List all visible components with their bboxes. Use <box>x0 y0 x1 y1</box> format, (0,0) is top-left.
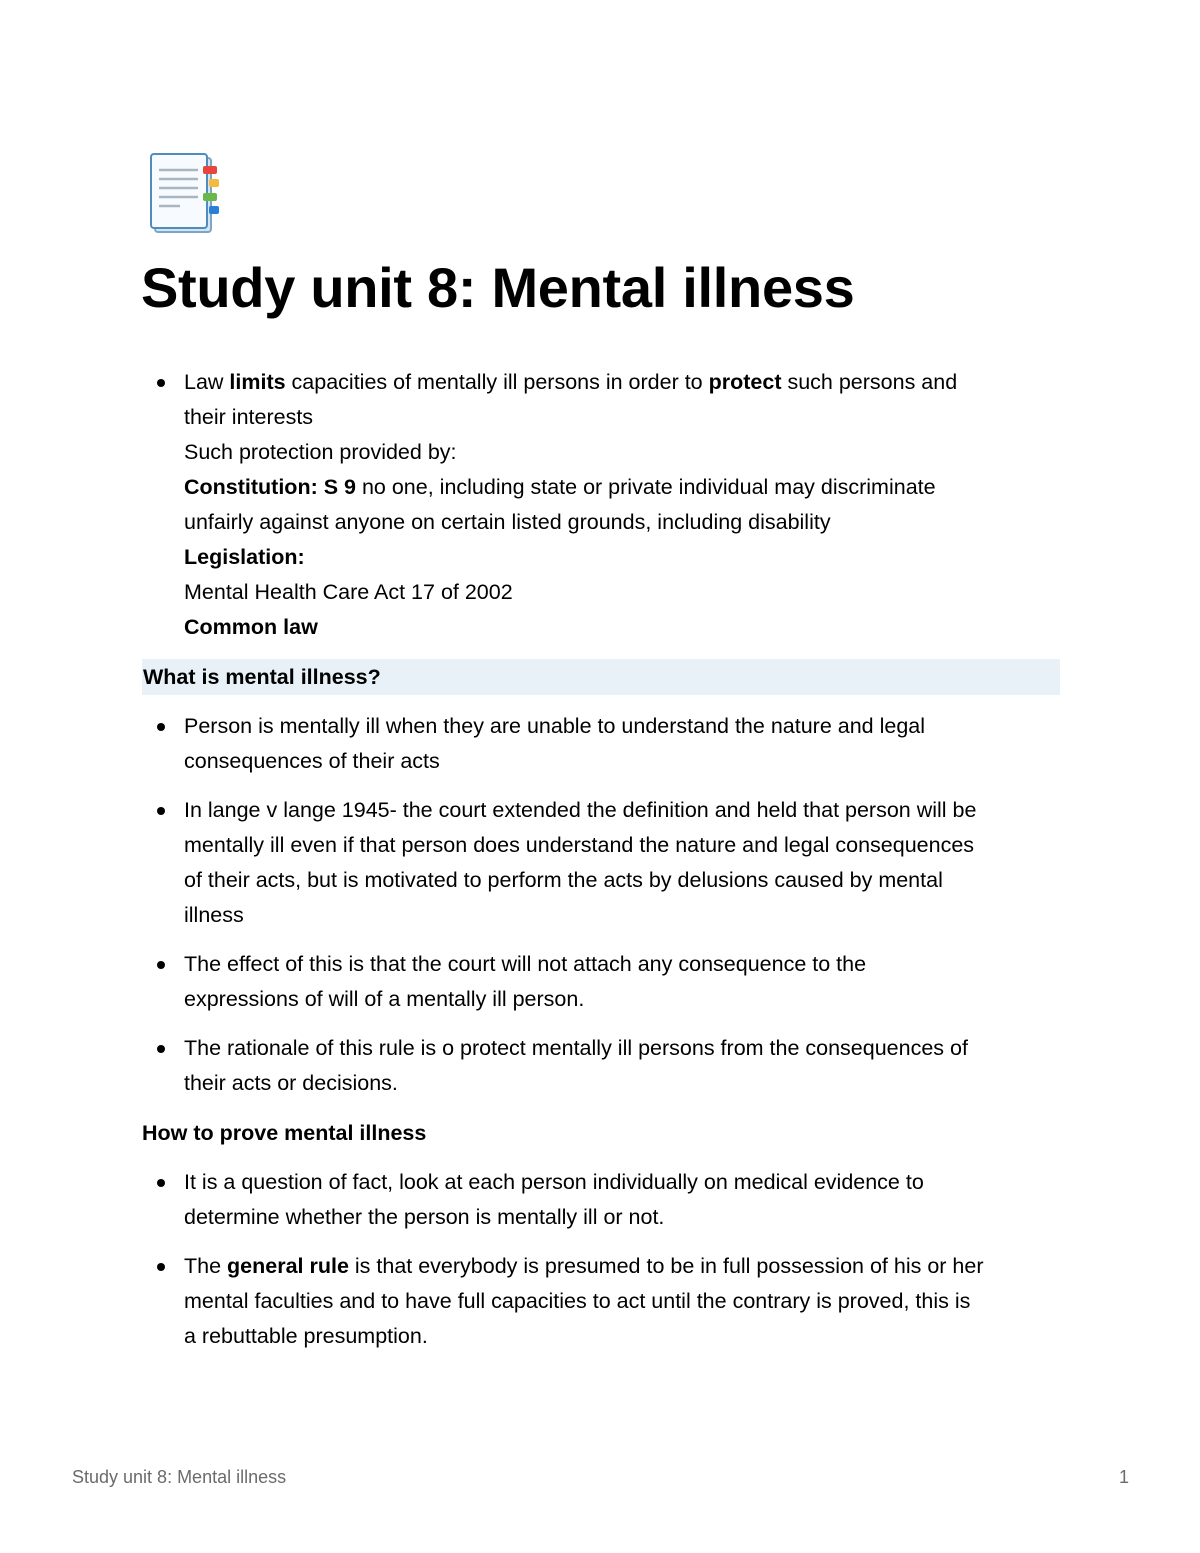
list-item: The effect of this is that the court will not attach any consequence to the expressions of will of a mentally ill person. <box>142 947 1060 1017</box>
list-item: Person is mentally ill when they are unable to understand the nature and legal consequences of their acts <box>142 709 1060 779</box>
list-item <box>142 365 1060 645</box>
bold-limits: limits <box>229 370 286 394</box>
section-heading-what-is-mental-illness: What is mental illness? <box>142 659 1060 695</box>
notebook-with-tabs-icon <box>150 152 222 236</box>
bold-general-rule: general rule <box>227 1254 349 1278</box>
intro-line-4: Constitution: S 9 no one, including state or private individual may discriminate <box>184 475 936 499</box>
bold-constitution: Constitution: S 9 <box>184 475 356 499</box>
list-item: In lange v lange 1945- the court extended the definition and held that person will be mentally ill even if that person does understand the nature and legal consequences of their acts, but is motivated to perform the acts by delusions caused by mental illness <box>142 793 1060 933</box>
bold-legislation: Legislation: <box>184 545 305 569</box>
footer-document-title: Study unit 8: Mental illness <box>72 1467 287 1487</box>
intro-line-2: their interests <box>184 405 314 429</box>
intro-list <box>142 365 1060 645</box>
intro-line-7: Mental Health Care Act 17 of 2002 <box>184 580 513 604</box>
list-item: It is a question of fact, look at each person individually on medical evidence to determine whether the person is mentally ill or not. <box>142 1165 1060 1235</box>
intro-line-8 <box>184 610 1060 645</box>
list-item: The general rule is that everybody is presumed to be in full possession of his or her mental faculties and to have full capacities to act until the contrary is proved, this is a rebuttable presumption. <box>142 1249 1060 1354</box>
section1-list <box>142 709 1060 1101</box>
footer-page-number: 1 <box>1118 1467 1129 1487</box>
bold-common-law: Common law <box>184 615 318 639</box>
bold-protect: protect <box>708 370 782 394</box>
document-body <box>142 365 1060 1368</box>
intro-line-1: Law limits capacities of mentally ill persons in order to protect such persons and <box>184 370 958 394</box>
list-item: The rationale of this rule is o protect mentally ill persons from the consequences of their acts or decisions. <box>142 1031 1060 1101</box>
section2-list <box>142 1165 1060 1354</box>
intro-line-5: unfairly against anyone on certain listed grounds, including disability <box>184 510 831 534</box>
intro-line-6 <box>184 540 1060 575</box>
page-title: Study unit 8: Mental illness <box>141 256 855 319</box>
section-heading-how-to-prove-mental-illness: How to prove mental illness <box>142 1121 427 1145</box>
intro-line-3: Such protection provided by: <box>184 440 457 464</box>
